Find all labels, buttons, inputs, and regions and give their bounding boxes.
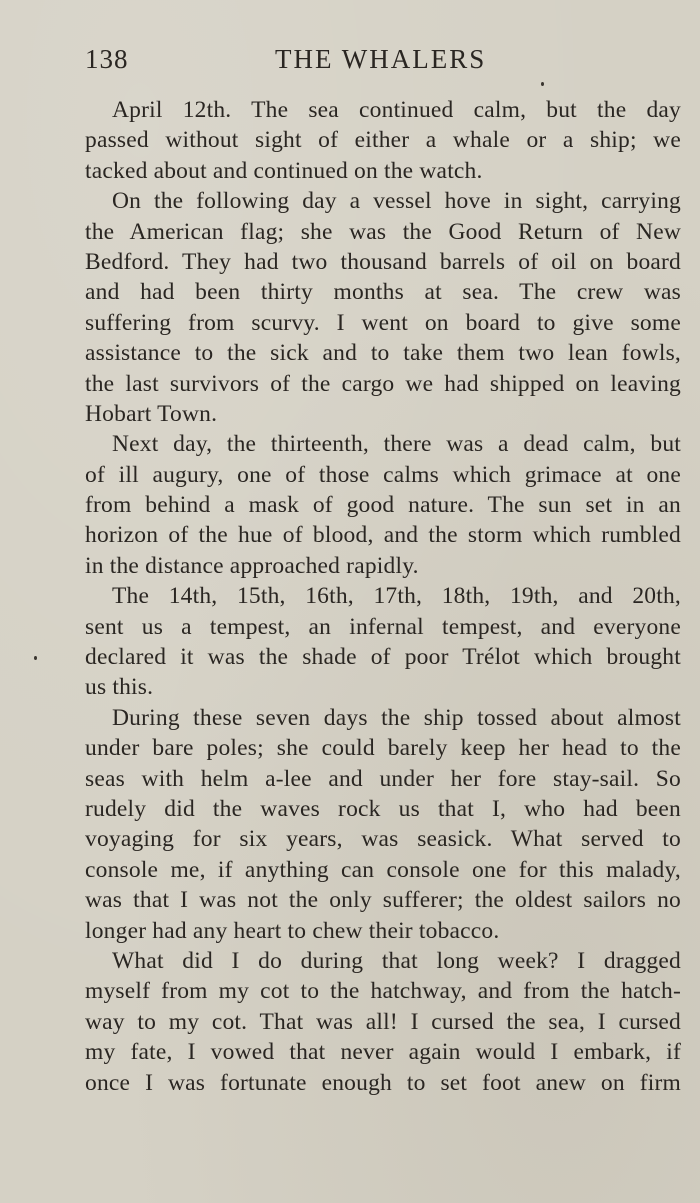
text-line: once I was fortunate enough to set foot anew on firm bbox=[85, 1069, 681, 1096]
text-line: suffering from scurvy. I went on board to give some bbox=[85, 309, 681, 336]
text-line: seas with helm a-lee and under her fore stay-sail. So bbox=[85, 765, 681, 792]
running-head bbox=[85, 44, 680, 84]
text-line: sent us a tempest, an infernal tempest, and everyone bbox=[85, 613, 681, 640]
text-line: from behind a mask of good nature. The sun set in an bbox=[85, 492, 681, 519]
page-number: 138 bbox=[85, 44, 129, 74]
text-line: in the distance approached rapidly. bbox=[85, 552, 419, 579]
text-line: passed without sight of either a whale or a ship; we bbox=[85, 127, 681, 154]
body-text bbox=[85, 95, 681, 1098]
text-line: the American flag; she was the Good Return of New bbox=[85, 218, 681, 245]
text-line: assistance to the sick and to take them two lean fowls, bbox=[85, 340, 681, 367]
running-title: THE WHALERS bbox=[275, 44, 487, 74]
text-line: console me, if anything can console one for this malady, bbox=[85, 856, 681, 883]
text-line: voyaging for six years, was seasick. What served to bbox=[85, 826, 681, 853]
paper-speck bbox=[34, 656, 37, 660]
text-line: The 14th, 15th, 16th, 17th, 18th, 19th, and 20th, bbox=[112, 583, 681, 610]
paper-speck bbox=[541, 82, 544, 86]
text-line: and had been thirty months at sea. The crew was bbox=[85, 279, 681, 306]
text-line: declared it was the shade of poor Trélot which brought bbox=[85, 644, 681, 671]
text-line: Next day, the thirteenth, there was a dead calm, but bbox=[112, 431, 681, 458]
text-line: April 12th. The sea continued calm, but the day bbox=[112, 97, 681, 123]
text-line: What did I do during that long week? I dragged bbox=[112, 947, 681, 974]
text-line: was that I was not the only sufferer; the oldest sailors no bbox=[85, 887, 681, 914]
text-line: of ill augury, one of those calms which grimace at one bbox=[85, 461, 681, 488]
text-line: under bare poles; she could barely keep her head to the bbox=[85, 735, 681, 762]
text-line: way to my cot. That was all! I cursed the sea, I cursed bbox=[85, 1008, 681, 1035]
text-line: On the following day a vessel hove in sight, carrying bbox=[112, 188, 681, 215]
text-line: my fate, I vowed that never again would I embark, if bbox=[85, 1039, 681, 1066]
text-line: Hobart Town. bbox=[85, 400, 218, 427]
text-line: horizon of the hue of blood, and the storm which rumbled bbox=[85, 522, 681, 549]
text-line: us this. bbox=[85, 674, 154, 701]
text-line: myself from my cot to the hatchway, and from the hatch- bbox=[85, 978, 681, 1005]
text-line: the last survivors of the cargo we had shipped on leaving bbox=[85, 370, 681, 397]
text-line: Bedford. They had two thousand barrels of oil on board bbox=[85, 248, 681, 275]
text-line: During these seven days the ship tossed about almost bbox=[112, 704, 681, 731]
text-line: tacked about and continued on the watch. bbox=[85, 157, 483, 184]
text-line: longer had any heart to chew their tobacco. bbox=[85, 917, 500, 944]
text-line: rudely did the waves rock us that I, who had been bbox=[85, 795, 681, 822]
